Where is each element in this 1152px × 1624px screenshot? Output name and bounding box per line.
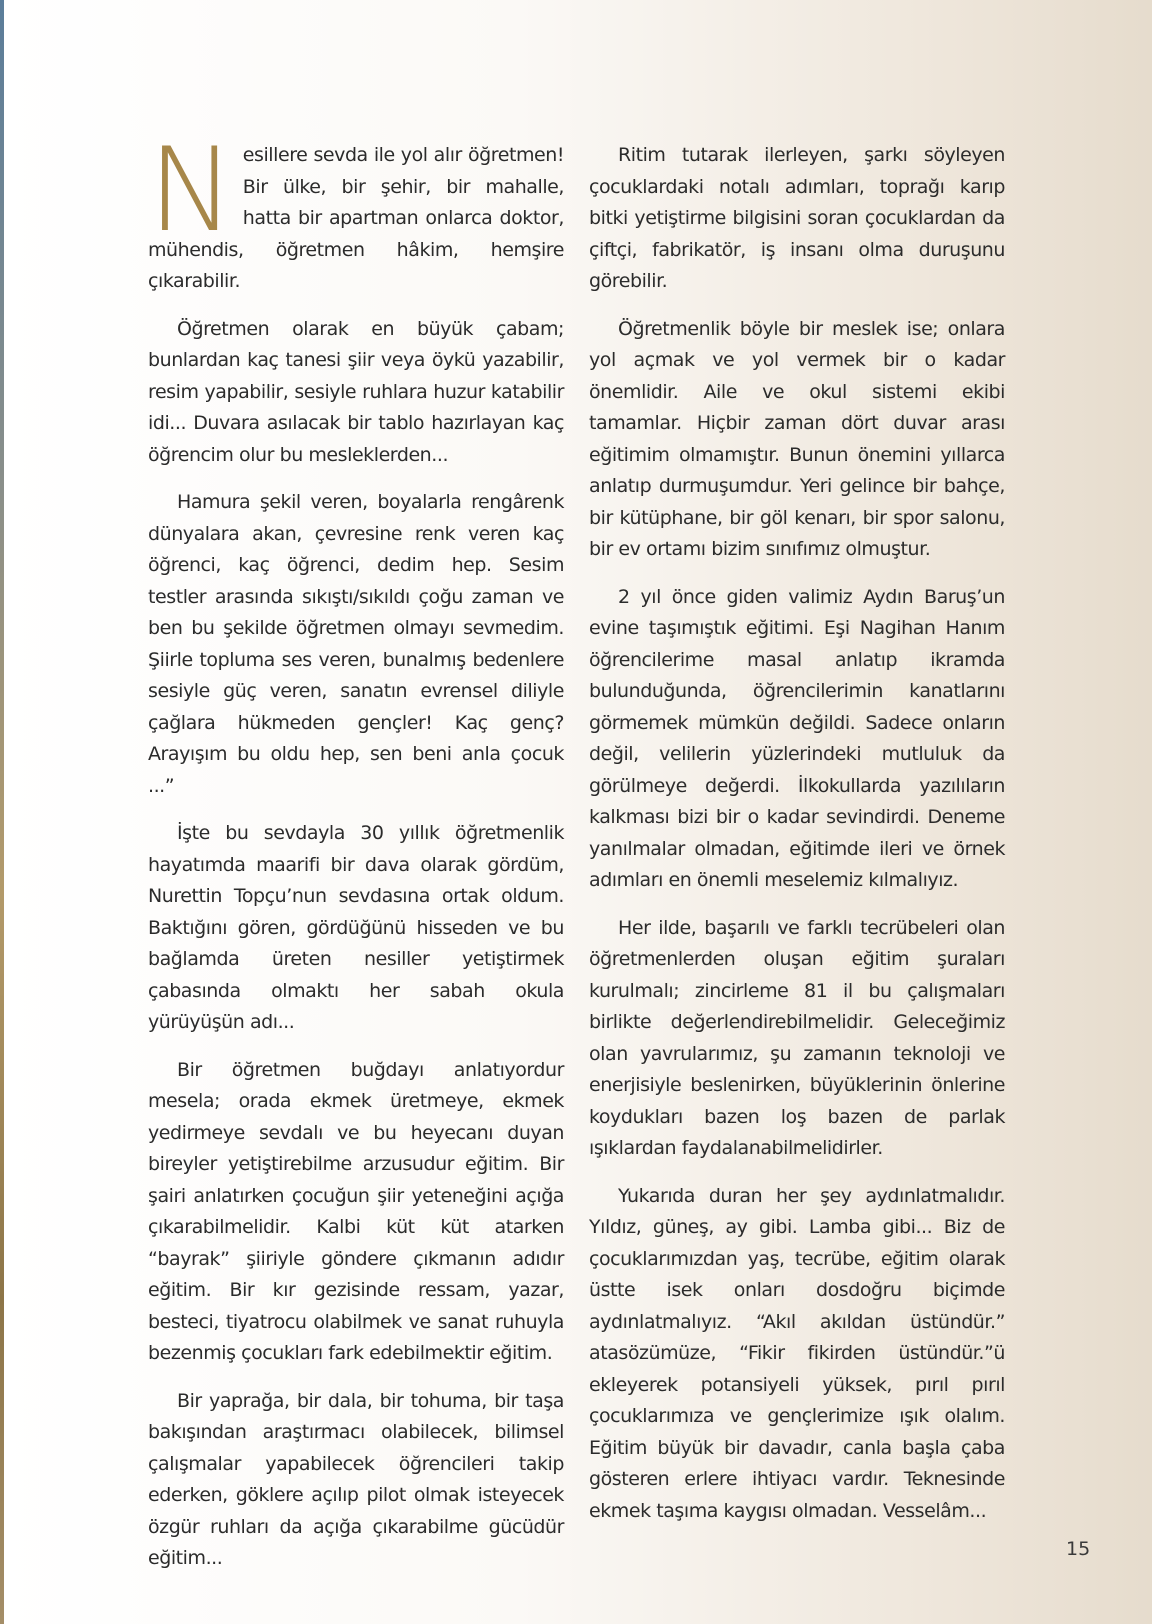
drop-cap: N: [148, 123, 235, 258]
paragraph: Hamura şekil veren, boyalarla rengârenk dünyalara akan, çevresine renk veren kaç öğrenci, kaç öğrenci, dedim hep. Sesim testler arasında sıkıştı/sıkıldı çoğu zaman ve ben bu şekilde öğretmen olmayı sevmedim. Şiirle topluma ses veren, bunalmış bedenlere sesiyle güç veren, sanatın evrensel diliyle çağlara hükmeden gençler! Kaç genç? Arayışım bu oldu hep, sen beni anla çocuk ...”: [148, 491, 564, 797]
page-edge-strip: [0, 0, 4, 1624]
paragraph: İşte bu sevdayla 30 yıllık öğretmenlik hayatımda maarifi bir dava olarak gördüm, Nurettin Topçu’nun sevdasına ortak oldum. Baktığını gören, gördüğünü hisseden ve bu bağlamda üreten nesiller yetiştirmek çabasında olmaktı her sabah okula yürüyüşün adı...: [148, 822, 564, 1033]
paragraph: Öğretmen olarak en büyük çabam; bunlardan kaç tanesi şiir veya öykü yazabilir, resim yapabilir, sesiyle ruhlara huzur katabilir idi... Duvara asılacak bir tablo hazırlayan kaç öğrencim olur bu mesleklerden...: [148, 317, 564, 466]
paragraph: Her ilde, başarılı ve farklı tecrübeleri olan öğretmenlerden oluşan eğitim şuraları kurulmalı; zincirleme 81 il bu çalışmaları birlikte değerlendirebilmelidir. Geleceğimiz olan yavrularımız, şu zamanın teknoloji ve enerjisiyle beslenirken, büyüklerinin önlerine koydukları bazen loş bazen de parlak ışıklardan faydalanabilmelidirler.: [589, 916, 1005, 1159]
paragraph: Bir öğretmen buğdayı anlatıyordur mesela; orada ekmek üretmeye, ekmek yedirmeye sevdalı ve bu heyecanı duyan bireyler yetiştirebilme arzusudur eğitim. Bir şairi anlatırken çocuğun şiir yeteneğini açığa çıkarabilmelidir. Kalbi küt küt atarken “bayrak” şiiriyle göndere çıkmanın adıdır eğitim. Bir kır gezisinde ressam, yazar, besteci, tiyatrocu olabilmek ve sanat ruhuyla bezenmiş çocukları fark edebilmektir eğitim.: [148, 1058, 564, 1364]
left-column: [148, 123, 564, 1591]
paragraph: Bir yaprağa, bir dala, bir tohuma, bir taşa bakışından araştırmacı olabilecek, bilimsel çalışmalar yapabilecek öğrencileri takip ederken, göklere açılıp pilot olmak isteyecek özgür ruhları da açığa çıkarabilme gücüdür eğitim...: [148, 1389, 564, 1569]
paragraph: Yukarıda duran her şey aydınlatmalıdır. Yıldız, güneş, ay gibi. Lamba gibi... Biz de çocuklarımızdan yaş, tecrübe, eğitim olarak üstte isek onları dosdoğru biçimde aydınlatmalıyız. “Akıl akıldan üstündür.” atasözümüze, “Fikir fikirden üstündür.”ü ekleyerek potansiyeli yüksek, pırıl pırıl çocuklarımıza ve gençlerimize ışık olalım. Eğitim büyük bir davadır, canla başla çaba gösteren erlere ihtiyacı vardır. Teknesinde ekmek taşıma kaygısı olmadan. Vesselâm...: [589, 1184, 1005, 1522]
paragraph: 2 yıl önce giden valimiz Aydın Baruş’un evine taşımıştık eğitimi. Eşi Nagihan Hanım öğrencilerime masal anlatıp ikramda bulunduğunda, öğrencilerimin kanatlarını görmemek mümkün değildi. Sadece onların değil, velilerin yüzlerindeki mutluluk da görülmeye değerdi. İlkokullarda yazılıların kalkması bizi bir o kadar sevindirdi. Deneme yanılmalar olmadan, eğitimde ileri ve örnek adımları en önemli meselemiz kılmalıyız.: [589, 585, 1005, 891]
page-number: 15: [1066, 1538, 1091, 1560]
paragraph: Ritim tutarak ilerleyen, şarkı söyleyen çocuklardaki notalı adımları, toprağı karıp bitki yetiştirme bilgisini soran çocuklardan da çiftçi, fabrikatör, iş insanı olma duruşunu görebilir.: [589, 144, 1005, 292]
paragraph: Öğretmenlik böyle bir meslek ise; onlara yol açmak ve yol vermek bir o kadar önemlidir. Aile ve okul sistemi ekibi tamamlar. Hiçbir zaman dört duvar arası eğitimim olmamıştır. Bunun önemini yıllarca anlatıp durmuşumdur. Yeri gelince bir bahçe, bir kütüphane, bir göl kenarı, bir spor salonu, bir ev ortamı bizim sınıfımız olmuştur.: [589, 317, 1005, 560]
right-column: [589, 140, 1005, 1543]
paragraph: Nesillere sevda ile yol alır öğretmen! Bir ülke, bir şehir, bir mahalle, hatta bir apartman onlarca doktor, mühendis, öğretmen hâkim, hemşire çıkarabilir.: [148, 123, 564, 292]
